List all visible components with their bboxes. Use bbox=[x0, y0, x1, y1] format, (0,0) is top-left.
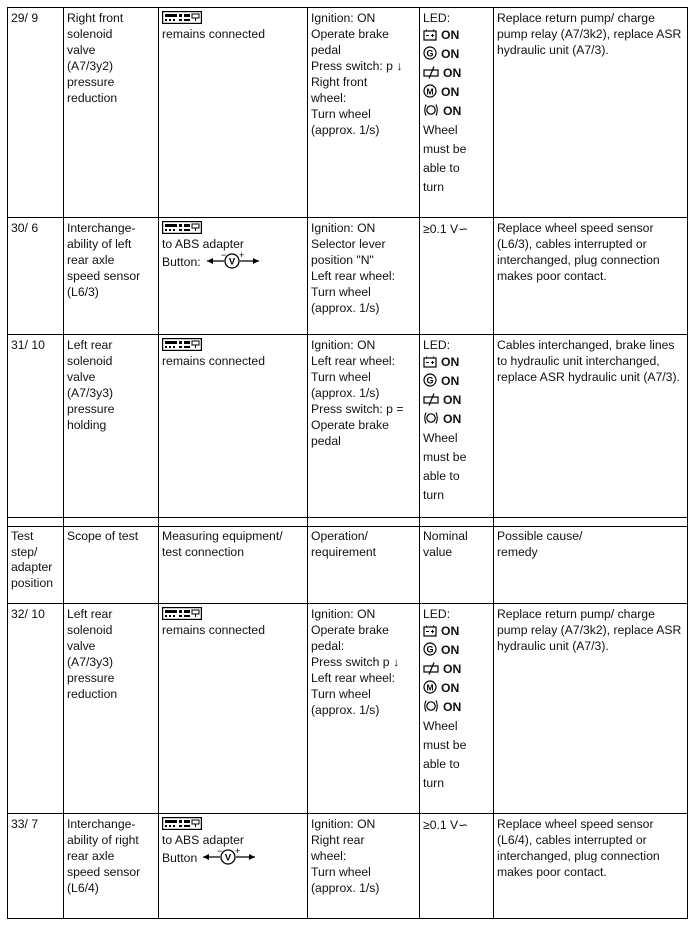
remedy-cell bbox=[494, 604, 688, 814]
operation-line: Press switch p ↓ bbox=[311, 655, 400, 669]
nominal-cell bbox=[420, 8, 494, 218]
m-circle-icon bbox=[423, 84, 437, 98]
operation-line: pedal bbox=[311, 43, 341, 57]
tester-icon bbox=[162, 607, 202, 620]
scope-line: Interchange- bbox=[67, 221, 136, 235]
g-circle-icon bbox=[423, 373, 437, 387]
scope-line: speed sensor bbox=[67, 269, 141, 283]
nominal-note: turn bbox=[423, 488, 445, 502]
header-step-line: position bbox=[11, 575, 54, 590]
scope-line: (A7/3y2) bbox=[67, 59, 114, 73]
remedy-cell bbox=[494, 8, 688, 218]
operation-line: Ignition: ON bbox=[311, 11, 376, 25]
scope-line: ability of left bbox=[67, 237, 132, 251]
svg-text:M: M bbox=[426, 86, 434, 97]
wheel-icon bbox=[423, 103, 439, 117]
svg-text:G: G bbox=[426, 644, 434, 655]
led-state: ON bbox=[443, 412, 462, 426]
table-row bbox=[8, 218, 688, 335]
led-state: ON bbox=[441, 47, 460, 61]
led-label: LED: bbox=[423, 11, 451, 25]
valve-icon bbox=[423, 662, 439, 675]
operation-cell bbox=[308, 8, 420, 218]
led-label: LED: bbox=[423, 607, 451, 621]
scope-line: valve bbox=[67, 639, 96, 653]
remedy-text: Replace return pump/ charge pump relay (A7/3k2), replace ASR hydraulic unit (A7/3). bbox=[497, 607, 682, 653]
scope-cell bbox=[64, 335, 159, 518]
header-nominal-line: Nominal bbox=[423, 529, 468, 543]
step-number: 33/ 7 bbox=[11, 817, 39, 831]
button-label: Button bbox=[162, 851, 198, 865]
equipment-cell bbox=[159, 335, 308, 518]
operation-line: Turn wheel bbox=[311, 370, 371, 384]
operation-line: Turn wheel bbox=[311, 107, 371, 121]
led-status bbox=[423, 353, 490, 372]
nominal-note: Wheel bbox=[423, 123, 458, 137]
step-cell bbox=[8, 604, 64, 814]
nominal-note: able to bbox=[423, 757, 460, 771]
operation-line: Turn wheel bbox=[311, 687, 371, 701]
operation-cell bbox=[308, 814, 420, 919]
led-state: ON bbox=[441, 624, 460, 638]
svg-text:G: G bbox=[426, 48, 434, 59]
header-operation-line: requirement bbox=[311, 544, 377, 559]
nominal-note: able to bbox=[423, 469, 460, 483]
scope-cell bbox=[64, 604, 159, 814]
operation-line: Left rear wheel: bbox=[311, 671, 396, 685]
operation-line: (approx. 1/s) bbox=[311, 301, 380, 315]
scope-line: rear axle bbox=[67, 849, 115, 863]
operation-line: Operate brake bbox=[311, 27, 389, 41]
scope-line: (L6/4) bbox=[67, 881, 99, 895]
led-state: ON bbox=[443, 700, 462, 714]
scope-line: Left rear bbox=[67, 607, 113, 621]
scope-line: (L6/3) bbox=[67, 285, 99, 299]
led-state: ON bbox=[443, 393, 462, 407]
equipment-text: remains connected bbox=[162, 27, 265, 41]
remedy-cell bbox=[494, 814, 688, 919]
voltmeter-button-icon bbox=[201, 848, 257, 866]
operation-line: (approx. 1/s) bbox=[311, 703, 380, 717]
svg-text:+: + bbox=[235, 848, 241, 856]
led-state: ON bbox=[443, 662, 462, 676]
svg-text:G: G bbox=[426, 375, 434, 386]
led-status bbox=[423, 641, 490, 660]
nominal-note: Wheel bbox=[423, 719, 458, 733]
voltmeter-button-icon bbox=[205, 252, 261, 270]
led-status bbox=[423, 410, 490, 429]
header-step-line: step/ bbox=[11, 544, 38, 559]
scope-line: pressure bbox=[67, 671, 115, 685]
operation-line: Left rear wheel: bbox=[311, 269, 396, 283]
operation-line: Operate brake bbox=[311, 418, 389, 432]
operation-cell bbox=[308, 335, 420, 518]
led-state: ON bbox=[441, 85, 460, 99]
table-row bbox=[8, 604, 688, 814]
nominal-cell bbox=[420, 604, 494, 814]
nominal-cell bbox=[420, 335, 494, 518]
led-state: ON bbox=[441, 355, 460, 369]
led-state: ON bbox=[441, 681, 460, 695]
wheel-icon bbox=[423, 699, 439, 713]
column-header-row bbox=[8, 527, 688, 604]
step-cell bbox=[8, 814, 64, 919]
equipment-cell bbox=[159, 8, 308, 218]
scope-line: valve bbox=[67, 43, 96, 57]
step-number: 32/ 10 bbox=[11, 607, 45, 621]
operation-line: Ignition: ON bbox=[311, 607, 376, 621]
led-status bbox=[423, 26, 490, 45]
led-status bbox=[423, 45, 490, 64]
operation-line: (approx. 1/s) bbox=[311, 386, 380, 400]
operation-line: wheel: bbox=[311, 849, 347, 863]
operation-line: position "N" bbox=[311, 253, 374, 267]
led-status bbox=[423, 622, 490, 641]
led-state: ON bbox=[441, 374, 460, 388]
battery-icon bbox=[423, 625, 437, 637]
operation-line: Turn wheel bbox=[311, 865, 371, 879]
operation-line: Press switch: p ↓ bbox=[311, 59, 403, 73]
m-circle-icon bbox=[423, 680, 437, 694]
section-gap bbox=[8, 518, 688, 527]
scope-line: valve bbox=[67, 370, 96, 384]
test-step-table bbox=[7, 7, 687, 919]
scope-line: reduction bbox=[67, 687, 118, 701]
svg-text:V: V bbox=[225, 852, 232, 864]
equipment-text: remains connected bbox=[162, 354, 265, 368]
header-remedy-line: Possible cause/ bbox=[497, 529, 583, 543]
g-circle-icon bbox=[423, 642, 437, 656]
led-state: ON bbox=[441, 28, 460, 42]
scope-line: speed sensor bbox=[67, 865, 141, 879]
operation-cell bbox=[308, 218, 420, 335]
header-nominal-line: value bbox=[423, 544, 453, 559]
header-step-line: Test bbox=[11, 529, 34, 543]
nominal-cell bbox=[420, 814, 494, 919]
equipment-text: to ABS adapter bbox=[162, 237, 244, 251]
header-scope-text: Scope of test bbox=[67, 529, 139, 543]
operation-line: Right rear bbox=[311, 833, 365, 847]
scope-line: Right front bbox=[67, 11, 124, 25]
valve-icon bbox=[423, 66, 439, 79]
g-circle-icon bbox=[423, 46, 437, 60]
header-step bbox=[8, 527, 64, 604]
scope-cell bbox=[64, 8, 159, 218]
tester-icon bbox=[162, 11, 202, 24]
step-cell bbox=[8, 335, 64, 518]
button-label: Button: bbox=[162, 255, 201, 269]
tester-icon bbox=[162, 338, 202, 351]
table-row bbox=[8, 335, 688, 518]
nominal-note: must be bbox=[423, 142, 467, 156]
header-operation bbox=[308, 527, 420, 604]
scope-line: (A7/3y3) bbox=[67, 386, 114, 400]
operation-line: Ignition: ON bbox=[311, 221, 376, 235]
led-status bbox=[423, 679, 490, 698]
operation-line: Left rear wheel: bbox=[311, 354, 396, 368]
battery-icon bbox=[423, 29, 437, 41]
nominal-cell bbox=[420, 218, 494, 335]
remedy-cell bbox=[494, 335, 688, 518]
operation-line: wheel: bbox=[311, 91, 347, 105]
header-nominal bbox=[420, 527, 494, 604]
led-state: ON bbox=[443, 66, 462, 80]
scope-line: ability of right bbox=[67, 833, 139, 847]
wheel-icon bbox=[423, 411, 439, 425]
header-operation-line: Operation/ bbox=[311, 529, 368, 543]
battery-icon bbox=[423, 356, 437, 368]
svg-text:−: − bbox=[217, 848, 223, 856]
operation-line: Right front bbox=[311, 75, 368, 89]
step-number: 31/ 10 bbox=[11, 338, 45, 352]
operation-line: Ignition: ON bbox=[311, 817, 376, 831]
led-state: ON bbox=[443, 104, 462, 118]
nominal-value: ≥0.1 V∽ bbox=[423, 818, 469, 832]
svg-text:M: M bbox=[426, 682, 434, 693]
remedy-cell bbox=[494, 218, 688, 335]
scope-line: solenoid bbox=[67, 354, 113, 368]
equipment-text: remains connected bbox=[162, 623, 265, 637]
scope-line: (A7/3y3) bbox=[67, 655, 114, 669]
scope-line: Interchange- bbox=[67, 817, 136, 831]
step-number: 30/ 6 bbox=[11, 221, 39, 235]
step-cell bbox=[8, 218, 64, 335]
operation-cell bbox=[308, 604, 420, 814]
remedy-text: Replace return pump/ charge pump relay (A7/3k2), replace ASR hydraulic unit (A7/3). bbox=[497, 11, 682, 57]
operation-line: Ignition: ON bbox=[311, 338, 376, 352]
scope-cell bbox=[64, 218, 159, 335]
operation-line: (approx. 1/s) bbox=[311, 881, 380, 895]
header-remedy-line: remedy bbox=[497, 544, 538, 559]
led-state: ON bbox=[441, 643, 460, 657]
led-status bbox=[423, 102, 490, 121]
scope-line: rear axle bbox=[67, 253, 115, 267]
operation-line: Turn wheel bbox=[311, 285, 371, 299]
scope-line: reduction bbox=[67, 91, 118, 105]
nominal-note: turn bbox=[423, 776, 445, 790]
led-status bbox=[423, 698, 490, 717]
remedy-text: Replace wheel speed sensor (L6/4), cables interrupted or interchanged, plug connection makes poor contact. bbox=[497, 817, 660, 879]
equipment-cell bbox=[159, 218, 308, 335]
led-label: LED: bbox=[423, 338, 451, 352]
equipment-cell bbox=[159, 604, 308, 814]
header-equipment-line: Measuring equipment/ bbox=[162, 529, 283, 543]
svg-text:V: V bbox=[228, 256, 235, 268]
tester-icon bbox=[162, 817, 202, 830]
nominal-note: must be bbox=[423, 738, 467, 752]
operation-line: (approx. 1/s) bbox=[311, 123, 380, 137]
header-scope bbox=[64, 527, 159, 604]
operation-line: pedal bbox=[311, 434, 341, 448]
scope-line: solenoid bbox=[67, 27, 113, 41]
table-row bbox=[8, 814, 688, 919]
scope-line: pressure bbox=[67, 402, 115, 416]
led-status bbox=[423, 64, 490, 83]
operation-line: Selector lever bbox=[311, 237, 386, 251]
step-number: 29/ 9 bbox=[11, 11, 39, 25]
scope-line: pressure bbox=[67, 75, 115, 89]
led-status bbox=[423, 83, 490, 102]
remedy-text: Cables interchanged, brake lines to hydraulic unit interchanged, replace ASR hydraulic unit (A7/3). bbox=[497, 338, 680, 384]
nominal-note: must be bbox=[423, 450, 467, 464]
scope-cell bbox=[64, 814, 159, 919]
header-equipment-line: test connection bbox=[162, 544, 244, 559]
operation-line: Operate brake bbox=[311, 623, 389, 637]
scope-line: Left rear bbox=[67, 338, 113, 352]
nominal-value: ≥0.1 V∽ bbox=[423, 222, 469, 236]
header-step-line: adapter bbox=[11, 560, 53, 574]
header-equipment bbox=[159, 527, 308, 604]
step-cell bbox=[8, 8, 64, 218]
scope-line: solenoid bbox=[67, 623, 113, 637]
nominal-note: turn bbox=[423, 180, 445, 194]
header-remedy bbox=[494, 527, 688, 604]
led-status bbox=[423, 372, 490, 391]
led-status bbox=[423, 391, 490, 410]
svg-text:+: + bbox=[238, 252, 244, 260]
equipment-cell bbox=[159, 814, 308, 919]
nominal-note: Wheel bbox=[423, 431, 458, 445]
scope-line: holding bbox=[67, 418, 107, 432]
tester-icon bbox=[162, 221, 202, 234]
operation-line: pedal: bbox=[311, 639, 345, 653]
table-row bbox=[8, 8, 688, 218]
nominal-note: able to bbox=[423, 161, 460, 175]
valve-icon bbox=[423, 393, 439, 406]
led-status bbox=[423, 660, 490, 679]
operation-line: Press switch: p = bbox=[311, 402, 404, 416]
remedy-text: Replace wheel speed sensor (L6/3), cables interrupted or interchanged, plug connection makes poor contact. bbox=[497, 221, 660, 283]
svg-text:−: − bbox=[220, 252, 226, 260]
equipment-text: to ABS adapter bbox=[162, 833, 244, 847]
